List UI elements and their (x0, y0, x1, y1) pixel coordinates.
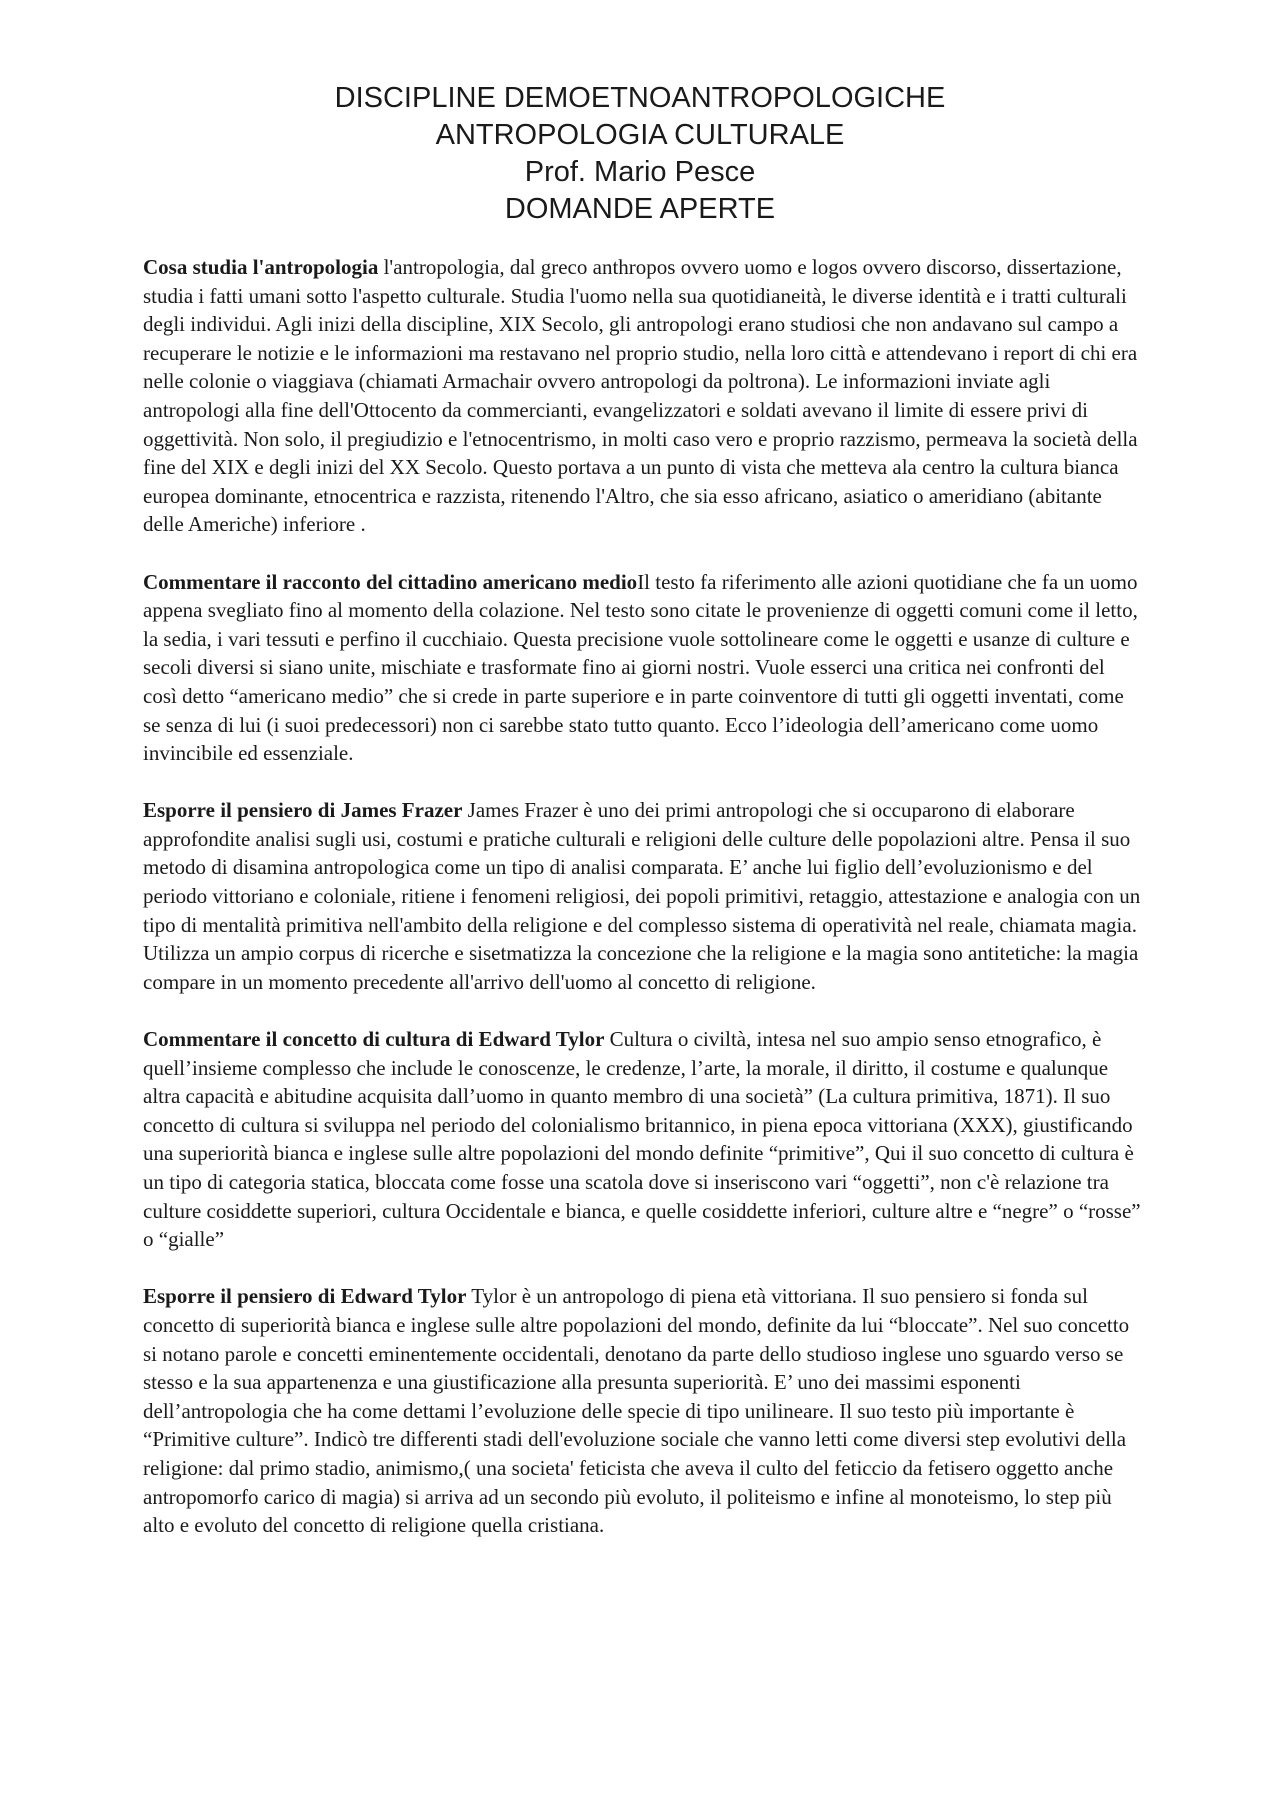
document-header (0, 80, 1280, 228)
answer-text: James Frazer è uno dei primi antropologi che si occuparono di elaborare approfondite analisi sugli usi, costumi e pratiche culturali e religioni delle culture delle popolazioni altre. Pensa il suo metodo di disamina antropologica come un tipo di analisi comparata. E’ anche lui figlio dell’evoluzionismo e del periodo vittoriano e coloniale, ritiene i fenomeni religiosi, dei popoli primitivi, retaggio, attestazione e analogia con un tipo di mentalità primitiva nell'ambito della religione e del complesso sistema di operatività nel reale, chiamata magia. Utilizza un ampio corpus di ricerche e sisetmatizza la concezione che la religione e la magia sono antitetiche: la magia compare in un momento precedente all'arrivo dell'uomo al concetto di religione. (143, 798, 1141, 994)
question-title: Commentare il racconto del cittadino americano medio (143, 569, 638, 594)
question-section (143, 796, 1143, 996)
question-section (143, 253, 1143, 539)
document-subtitle: DOMANDE APERTE (504, 193, 776, 225)
answer-text: Il testo fa riferimento alle azioni quotidiane che fa un uomo appena svegliato fino al momento della colazione. Nel testo sono citate le provenienze di oggetti comuni come il letto, la sedia, i vari tessuti e perfino il cucchiaio. Questa precisione vuole sottolineare come le oggetti e usanze di culture e secoli diversi si siano unite, mischiate e trasformate fino ai giorni nostri. Vuole esserci una critica nei confronti del così detto “americano medio” che si crede in parte superiore e in parte coinventore di tutti gli oggetti inventati, come se senza di lui (i suoi predecessori) non ci sarebbe stato tutto quanto. Ecco l’ideologia dell’americano come uomo invincibile ed essenziale. (143, 569, 1138, 766)
document-body (143, 253, 1143, 1568)
question-section (143, 1025, 1143, 1254)
question-title: Cosa studia l'antropologia (143, 255, 379, 279)
question-title: Esporre il pensiero di Edward Tylor (143, 1284, 467, 1309)
answer-text: Cultura o civiltà, intesa nel suo ampio senso etnografico, è quell’insieme complesso che include le conoscenze, le credenze, l’arte, la morale, il diritto, il costume e qualunque altra capacità e abitudine acquisita dall’uomo in quanto membro di una società” (La cultura primitiva, 1871). Il suo concetto di cultura si sviluppa nel periodo del colonialismo britannico, in piena epoca vittoriana (XXX), giustificando una superiorità bianca e inglese sulle altre popolazioni del mondo definite “primitive”, Qui il suo concetto di cultura è un tipo di categoria statica, bloccata come fosse una scatola dove si inseriscono vari “oggetti”, non c'è relazione tra culture cosiddette superiori, cultura Occidentale e bianca, e quelle cosiddette inferiori, culture altre e “negre” o “rosse” o “gialle” (143, 1027, 1141, 1252)
course-area-title: DISCIPLINE DEMOETNOANTROPOLOGICHE (334, 82, 946, 114)
question-section (143, 1282, 1143, 1539)
answer-text: l'antropologia, dal greco anthropos ovvero uomo e logos ovvero discorso, dissertazione, studia i fatti umani sotto l'aspetto culturale. Studia l'uomo nella sua quotidianeità, le diverse identità e i tratti culturali degli individui. Agli inizi della discipline, XIX Secolo, gli antropologi erano studiosi che non andavano sul campo a recuperare le notizie e le informazioni ma restavano nel proprio studio, nella loro città e attendevano i report di chi era nelle colonie o viaggiava (chiamati Armachair ovvero antropologi da poltrona). Le informazioni inviate agli antropologi alla fine dell'Ottocento da commercianti, evangelizzatori e soldati avevano il limite di essere privi di oggettività. Non solo, il pregiudizio e l'etnocentrismo, in molti caso vero e proprio razzismo, permeava la società della fine del XIX e degli inizi del XX Secolo. Questo portava a un punto di vista che metteva ala centro la cultura bianca europea dominante, etnocentrica e razzista, ritenendo l'Altro, che sia esso africano, asiatico o ameridiano (abitante delle Americhe) inferiore . (143, 255, 1138, 537)
course-title: ANTROPOLOGIA CULTURALE (435, 119, 845, 151)
question-section (143, 568, 1143, 768)
question-title: Esporre il pensiero di James Frazer (143, 798, 463, 823)
professor-name: Prof. Mario Pesce (524, 156, 756, 188)
question-title: Commentare il concetto di cultura di Edward Tylor (143, 1027, 605, 1052)
answer-text: Tylor è un antropologo di piena età vittoriana. Il suo pensiero si fonda sul concetto di superiorità bianca e inglese sulle altre popolazioni del mondo, definite da lui “bloccate”. Nel suo concetto si notano parole e concetti eminentemente occidentali, denotano da parte dello studioso inglese uno sguardo verso se stesso e la sua appartenenza e una giustificazione alla presunta superiorità. E’ uno dei massimi esponenti dell’antropologia che ha come dettami l’evoluzione delle specie di tipo unilineare. Il suo testo più importante è “Primitive culture”. Indicò tre differenti stadi dell'evoluzione sociale che vanno letti come diversi step evolutivi della religione: dal primo stadio, animismo,( una societa' feticista che aveva il culto del feticcio da fetisero oggetto anche antropomorfo carico di magia) si arriva ad un secondo più evoluto, il politeismo e infine al monoteismo, lo step più alto e evoluto del concetto di religione quella cristiana. (143, 1284, 1130, 1538)
